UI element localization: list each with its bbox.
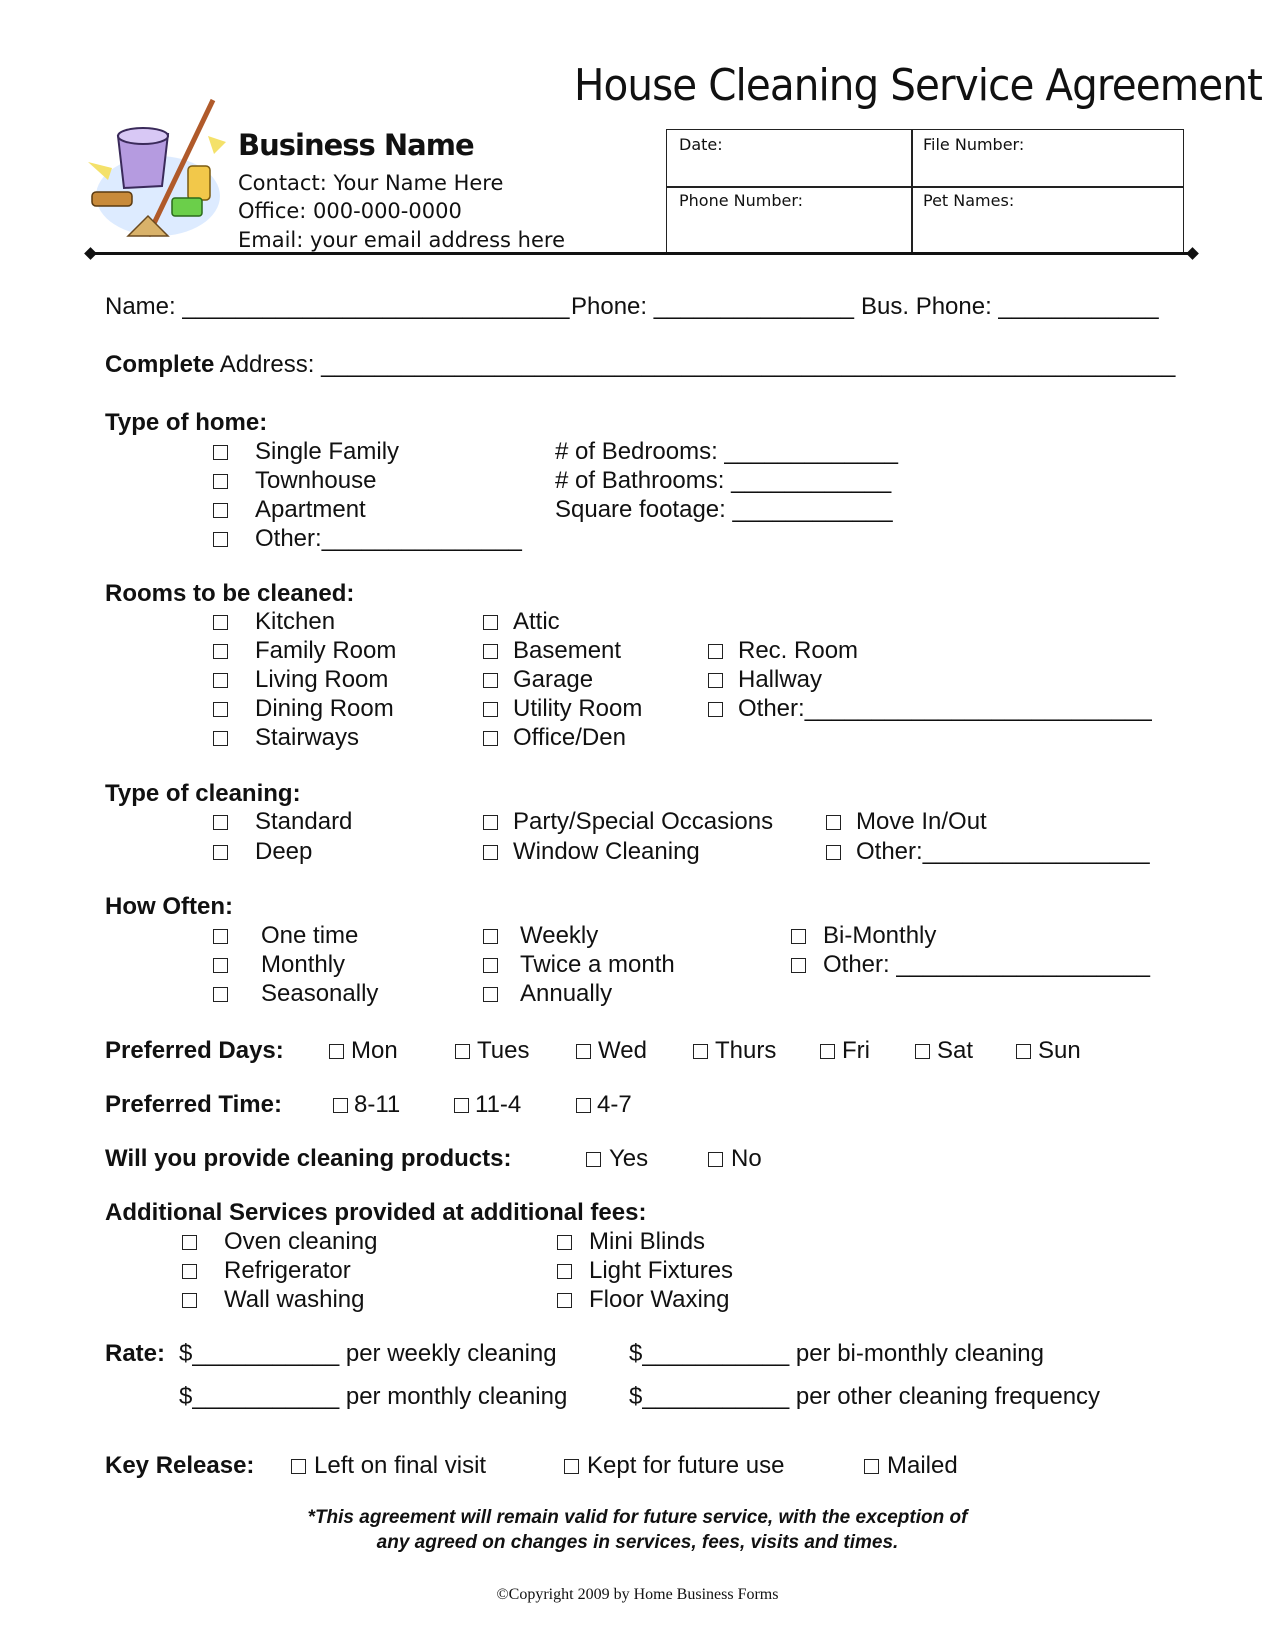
checkbox[interactable] xyxy=(213,474,228,489)
checkbox[interactable] xyxy=(708,702,723,717)
home-option[interactable]: Other:_______________ xyxy=(213,525,522,553)
time-option[interactable]: 11-4 xyxy=(454,1091,521,1119)
frequency-option[interactable]: Monthly xyxy=(213,951,345,979)
checkbox[interactable] xyxy=(333,1098,348,1113)
copyright: ©Copyright 2009 by Home Business Forms xyxy=(496,1586,779,1603)
pet-names-label: Pet Names: xyxy=(923,191,1015,210)
cleaning-option[interactable]: Standard xyxy=(213,808,352,836)
room-option[interactable]: Basement xyxy=(483,637,621,665)
checkbox[interactable] xyxy=(483,731,498,746)
checkbox[interactable] xyxy=(483,987,498,1002)
time-option[interactable]: 4-7 xyxy=(576,1091,632,1119)
rooms-heading: Rooms to be cleaned: xyxy=(105,580,355,607)
checkbox[interactable] xyxy=(483,958,498,973)
checkbox[interactable] xyxy=(483,644,498,659)
checkbox[interactable] xyxy=(291,1459,306,1474)
frequency-option[interactable]: One time xyxy=(213,922,358,950)
email-line: Email: your email address here xyxy=(238,228,565,252)
divider-end-right xyxy=(1186,247,1199,260)
checkbox[interactable] xyxy=(455,1044,470,1059)
checkbox[interactable] xyxy=(182,1235,197,1250)
checkbox[interactable] xyxy=(329,1044,344,1059)
room-option[interactable]: Attic xyxy=(483,608,560,636)
preferred-days-heading: Preferred Days: xyxy=(105,1037,284,1064)
checkbox[interactable] xyxy=(213,445,228,460)
frequency-option[interactable]: Weekly xyxy=(483,922,598,950)
checkbox[interactable] xyxy=(915,1044,930,1059)
checkbox[interactable] xyxy=(564,1459,579,1474)
checkbox[interactable] xyxy=(182,1264,197,1279)
rate-weekly-field[interactable]: $___________ per weekly cleaning xyxy=(179,1340,557,1367)
frequency-option[interactable]: Twice a month xyxy=(483,951,675,979)
rate-monthly-field[interactable]: $___________ per monthly cleaning xyxy=(179,1383,568,1410)
checkbox[interactable] xyxy=(826,845,841,860)
checkbox[interactable] xyxy=(483,845,498,860)
checkbox[interactable] xyxy=(213,503,228,518)
cleaning-option[interactable]: Other:_________________ xyxy=(826,838,1150,866)
office-line: Office: 000-000-0000 xyxy=(238,199,462,223)
checkbox[interactable] xyxy=(864,1459,879,1474)
checkbox[interactable] xyxy=(557,1235,572,1250)
day-option[interactable]: Tues xyxy=(455,1037,529,1065)
cleaning-supplies-icon xyxy=(88,96,228,246)
key-option[interactable]: Left on final visit xyxy=(291,1452,486,1480)
divider-end-left xyxy=(84,247,97,260)
checkbox[interactable] xyxy=(586,1152,601,1167)
home-option[interactable]: Single Family xyxy=(213,438,399,466)
rate-other-field[interactable]: $___________ per other cleaning frequency xyxy=(629,1383,1101,1410)
room-option[interactable]: Stairways xyxy=(213,724,359,752)
header-divider xyxy=(92,252,1195,255)
agreement-note-line1: *This agreement will remain valid for future service, with the exception of xyxy=(307,1507,968,1528)
room-option[interactable]: Rec. Room xyxy=(708,637,858,665)
service-option[interactable]: Floor Waxing xyxy=(557,1286,729,1314)
room-option[interactable]: Office/Den xyxy=(483,724,626,752)
cleaning-option[interactable]: Window Cleaning xyxy=(483,838,700,866)
preferred-time-heading: Preferred Time: xyxy=(105,1091,282,1118)
checkbox[interactable] xyxy=(483,673,498,688)
checkbox[interactable] xyxy=(483,815,498,830)
day-option[interactable]: Sun xyxy=(1016,1037,1081,1065)
room-option[interactable]: Hallway xyxy=(708,666,822,694)
checkbox[interactable] xyxy=(826,815,841,830)
checkbox[interactable] xyxy=(213,615,228,630)
additional-services-heading: Additional Services provided at additional fees: xyxy=(105,1199,647,1226)
checkbox[interactable] xyxy=(213,815,228,830)
checkbox[interactable] xyxy=(213,958,228,973)
day-option[interactable]: Thurs xyxy=(693,1037,776,1065)
key-option[interactable]: Kept for future use xyxy=(564,1452,784,1480)
checkbox[interactable] xyxy=(213,532,228,547)
file-number-label: File Number: xyxy=(923,135,1025,154)
home-option[interactable]: Townhouse xyxy=(213,467,376,495)
service-option[interactable]: Refrigerator xyxy=(182,1257,351,1285)
address-field[interactable] xyxy=(105,351,1175,379)
checkbox[interactable] xyxy=(557,1264,572,1279)
checkbox[interactable] xyxy=(213,987,228,1002)
address-label-bold: Complete xyxy=(105,351,215,378)
checkbox[interactable] xyxy=(213,845,228,860)
cleaning-option[interactable]: Party/Special Occasions xyxy=(483,808,773,836)
rate-heading: Rate: xyxy=(105,1340,166,1367)
checkbox[interactable] xyxy=(483,615,498,630)
service-option[interactable]: Light Fixtures xyxy=(557,1257,733,1285)
agreement-note-line2: any agreed on changes in services, fees, visits and times. xyxy=(376,1532,899,1553)
checkbox[interactable] xyxy=(708,1152,723,1167)
date-label: Date: xyxy=(679,135,723,154)
room-option[interactable]: Garage xyxy=(483,666,593,694)
day-option[interactable]: Wed xyxy=(576,1037,647,1065)
key-release-heading: Key Release: xyxy=(105,1452,255,1479)
service-option[interactable]: Mini Blinds xyxy=(557,1228,705,1256)
checkbox[interactable] xyxy=(454,1098,469,1113)
products-yes-option[interactable]: Yes xyxy=(586,1145,648,1173)
cleaning-option[interactable]: Deep xyxy=(213,838,312,866)
checkbox[interactable] xyxy=(213,673,228,688)
room-option[interactable]: Family Room xyxy=(213,637,396,665)
checkbox[interactable] xyxy=(576,1044,591,1059)
service-option[interactable]: Wall washing xyxy=(182,1286,365,1314)
checkbox[interactable] xyxy=(213,929,228,944)
checkbox[interactable] xyxy=(820,1044,835,1059)
time-option[interactable]: 8-11 xyxy=(333,1091,400,1119)
business-name: Business Name xyxy=(238,128,474,162)
day-option[interactable]: Fri xyxy=(820,1037,870,1065)
type-of-home-heading: Type of home: xyxy=(105,409,268,436)
checkbox[interactable] xyxy=(708,673,723,688)
frequency-option[interactable]: Seasonally xyxy=(213,980,378,1008)
day-option[interactable]: Sat xyxy=(915,1037,973,1065)
address-label-rest: Address: ________________________________________________________________ xyxy=(214,351,1176,378)
products-question: Will you provide cleaning products: xyxy=(105,1145,512,1172)
checkbox[interactable] xyxy=(791,958,806,973)
checkbox[interactable] xyxy=(213,644,228,659)
checkbox[interactable] xyxy=(483,702,498,717)
checkbox[interactable] xyxy=(483,929,498,944)
checkbox[interactable] xyxy=(557,1293,572,1308)
bathrooms-field[interactable]: # of Bathrooms: ____________ xyxy=(555,467,892,494)
room-option[interactable]: Utility Room xyxy=(483,695,642,723)
key-option[interactable]: Mailed xyxy=(864,1452,958,1480)
room-option[interactable]: Living Room xyxy=(213,666,388,694)
bedrooms-field[interactable]: # of Bedrooms: _____________ xyxy=(555,438,898,465)
checkbox[interactable] xyxy=(791,929,806,944)
phone-field[interactable]: Phone: _______________ xyxy=(571,293,854,320)
name-field[interactable]: Name: _____________________________ xyxy=(105,293,570,320)
frequency-option[interactable]: Bi-Monthly xyxy=(791,922,936,950)
checkbox[interactable] xyxy=(693,1044,708,1059)
square-footage-field[interactable]: Square footage: ____________ xyxy=(555,496,893,523)
type-of-cleaning-heading: Type of cleaning: xyxy=(105,780,301,807)
checkbox[interactable] xyxy=(213,702,228,717)
cleaning-option[interactable]: Move In/Out xyxy=(826,808,987,836)
day-option[interactable]: Mon xyxy=(329,1037,398,1065)
checkbox[interactable] xyxy=(213,731,228,746)
products-no-option[interactable]: No xyxy=(708,1145,762,1173)
room-option[interactable]: Other:__________________________ xyxy=(708,695,1152,723)
room-option[interactable]: Kitchen xyxy=(213,608,335,636)
form-title: House Cleaning Service Agreement xyxy=(574,60,1262,111)
phone-number-label: Phone Number: xyxy=(679,191,804,210)
checkbox[interactable] xyxy=(708,644,723,659)
checkbox[interactable] xyxy=(576,1098,591,1113)
header-info-box xyxy=(666,129,1184,253)
rate-bimonthly-field[interactable]: $___________ per bi-monthly cleaning xyxy=(629,1340,1044,1367)
room-option[interactable]: Dining Room xyxy=(213,695,394,723)
service-option[interactable]: Oven cleaning xyxy=(182,1228,377,1256)
contact-line: Contact: Your Name Here xyxy=(238,171,504,195)
frequency-option[interactable]: Annually xyxy=(483,980,612,1008)
checkbox[interactable] xyxy=(182,1293,197,1308)
checkbox[interactable] xyxy=(1016,1044,1031,1059)
home-option[interactable]: Apartment xyxy=(213,496,366,524)
bus-phone-field[interactable]: Bus. Phone: ____________ xyxy=(861,293,1159,320)
frequency-option[interactable]: Other: ___________________ xyxy=(791,951,1150,979)
how-often-heading: How Often: xyxy=(105,893,233,920)
